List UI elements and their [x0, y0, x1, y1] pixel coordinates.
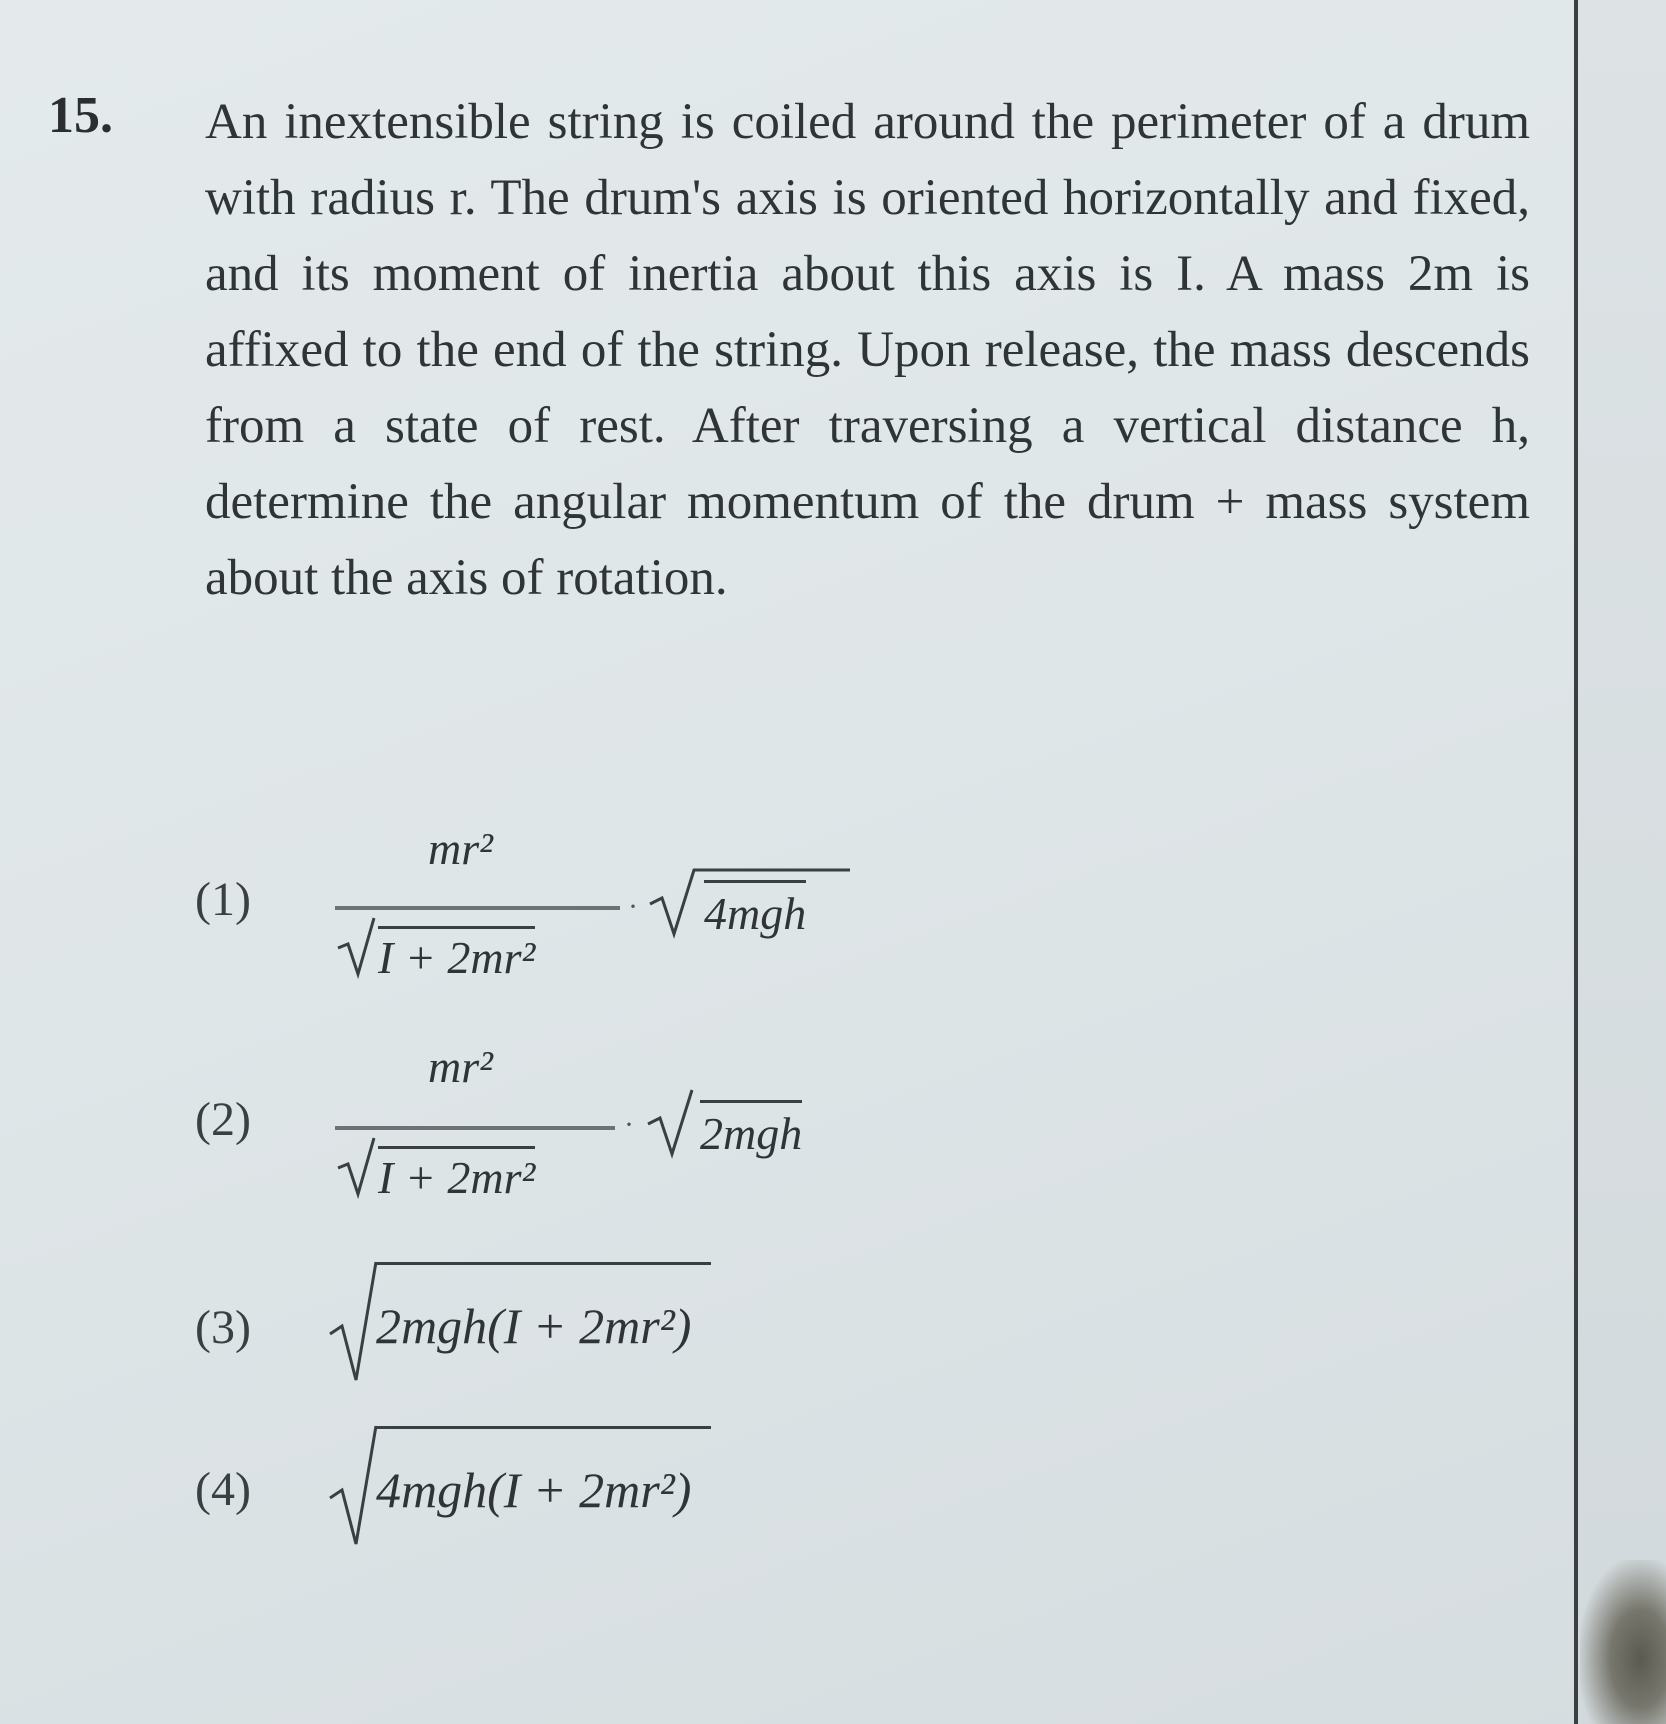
option-2-multiply-dot: · — [624, 1108, 634, 1141]
option-2-denominator-radical — [338, 1138, 378, 1198]
option-2-factor: 2mgh — [700, 1100, 802, 1160]
question-text: An inextensible string is coiled around the perimeter of a drum with radius r. The drum's axis is oriented horizontally and fixed, and its moment of inertia about this axis is I. A mass 2m is affixed to the end of the string. Upon release, the mass descends from a state of rest. After traversing a vertical distance h, determine the angular momentum of the drum + mass system about the axis of rotation. — [205, 94, 1530, 606]
option-2-denominator: I + 2mr² — [378, 1146, 535, 1204]
option-1-denominator-radical — [338, 918, 378, 978]
option-1-factor: 4mgh — [704, 880, 806, 940]
option-1-multiply-dot: · — [628, 890, 638, 923]
option-3-radical — [330, 1262, 380, 1382]
option-4-expression: 4mgh(I + 2mr²) — [376, 1426, 711, 1519]
option-4-label: (4) — [195, 1463, 251, 1516]
question-number: 15. — [48, 87, 113, 144]
adjacent-surface — [1578, 0, 1666, 1724]
option-2-numerator: mr² — [428, 1041, 493, 1092]
option-3-expression: 2mgh(I + 2mr²) — [376, 1262, 711, 1355]
option-2-fraction-bar — [335, 1126, 615, 1130]
option-1-label: (1) — [195, 873, 251, 926]
page-edge — [1574, 0, 1578, 1724]
option-2-label: (2) — [195, 1093, 251, 1146]
option-4-radical — [330, 1426, 380, 1546]
option-2-radical — [648, 1090, 698, 1160]
option-1-numerator: mr² — [428, 823, 493, 874]
shadow — [1580, 1560, 1666, 1724]
option-1-fraction-bar — [335, 906, 620, 910]
option-1-denominator: I + 2mr² — [378, 926, 535, 984]
option-3-label: (3) — [195, 1301, 251, 1354]
option-1-radical — [650, 870, 700, 940]
